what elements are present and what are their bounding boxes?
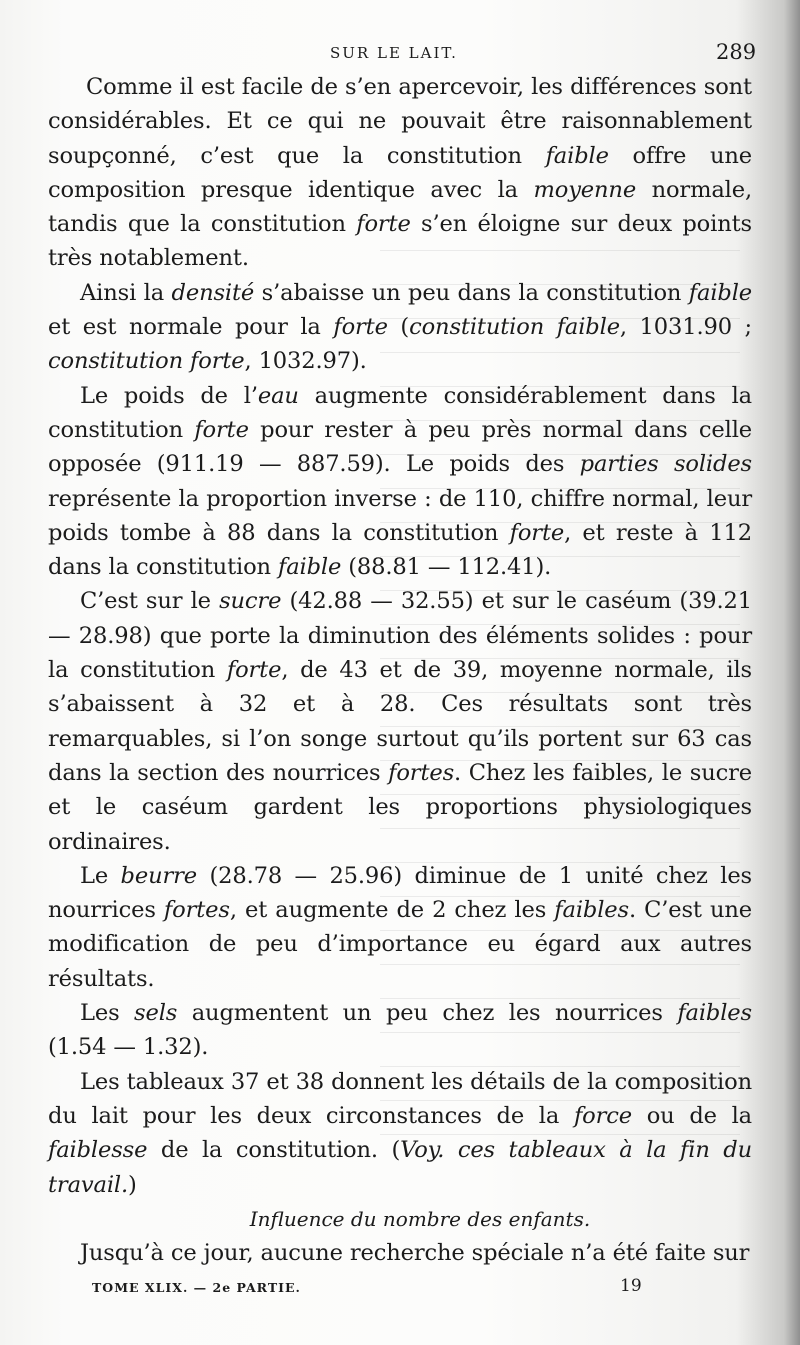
text-run: de la constitution. (	[147, 1137, 401, 1164]
running-header	[0, 38, 800, 68]
signature-mark: 19	[620, 1276, 642, 1296]
italic-term: moyenne	[533, 176, 637, 203]
italic-term: fortes	[388, 759, 455, 786]
italic-term: eau	[257, 382, 299, 409]
italic-term: parties solides	[579, 451, 752, 478]
text-run: . C’est une modification de peu d’importance eu égard aux autres résultats.	[48, 897, 752, 992]
italic-term: faible	[688, 279, 753, 306]
italic-term: Voy. ces tableaux à la fin du travail.	[48, 1137, 752, 1198]
text-run: Ainsi la	[80, 279, 172, 306]
italic-term: sucre	[219, 588, 282, 615]
paragraph	[48, 379, 752, 585]
italic-term: forte	[333, 314, 388, 341]
text-run: , et augmente de 2 chez les	[229, 897, 555, 924]
italic-term: forte	[226, 657, 282, 684]
text-run: Comme il est facile de s’en apercevoir, les différences sont considérables. Et ce qui ne pouvait être raisonnablement soupçonné, c’est que la constitution	[48, 74, 752, 169]
italic-term: faible	[545, 142, 609, 169]
text-run: offre une composition presque identique avec la	[48, 142, 752, 203]
text-run: ou de la	[631, 1102, 752, 1129]
section-heading: Influence du nombre des enfants.	[249, 1206, 591, 1231]
text-run: Le	[80, 862, 121, 889]
italic-term: faibles	[677, 1000, 752, 1027]
paragraph	[48, 584, 752, 858]
italic-term: faiblesse	[48, 1137, 148, 1164]
text-run: pour rester à peu près normal dans celle opposée (911.19 — 887.59). Le poids des	[48, 416, 752, 478]
text-run: (88.81 — 112.41).	[341, 554, 552, 581]
text-run: et est normale pour la	[48, 314, 334, 341]
text-run: , 1032.97).	[244, 348, 367, 375]
body-text	[48, 70, 752, 1270]
page-footer	[0, 1272, 800, 1302]
text-run: augmentent un peu chez les nourrices	[177, 1000, 678, 1027]
text-run: , et reste à 112 dans la constitution	[48, 519, 752, 581]
text-run: (	[387, 314, 410, 341]
italic-term: densité	[171, 279, 255, 306]
running-title: SUR LE LAIT.	[330, 44, 458, 62]
italic-term: constitution faible	[409, 314, 620, 341]
italic-term: forte	[356, 211, 411, 238]
italic-term: faibles	[554, 897, 629, 924]
text-run: Le poids de l’	[80, 382, 258, 409]
text-run: représente la proportion inverse : de 110, chiffre normal, leur poids tombe à 88 dans la constitution	[48, 485, 752, 546]
text-run: (28.78 — 25.96) diminue de 1 unité chez les nourrices	[48, 862, 752, 924]
italic-term: beurre	[120, 862, 198, 889]
text-run: , de 43 et de 39, moyenne normale, ils s’abaissent à 32 et à 28. Ces résultats sont très remarquables, si l’on songe surtout qu’ils portent sur 63 cas dans la section des nourrices	[48, 657, 752, 786]
italic-term: force	[573, 1102, 632, 1129]
italic-term: constitution forte	[48, 348, 245, 375]
text-run: Les	[80, 1000, 135, 1027]
text-run: (42.88 — 32.55) et sur le caséum (39.21— 28.98) que porte la diminution des éléments solides : pour la constitution	[48, 588, 752, 684]
italic-term: forte	[509, 519, 565, 546]
paragraph	[48, 1065, 752, 1202]
text-run: C’est sur le	[80, 588, 220, 615]
paragraph	[48, 276, 752, 379]
text-run: Les tableaux 37 et 38 donnent les détails de la composition du lait pour les deux circonstances de la	[48, 1068, 752, 1129]
paragraph	[48, 859, 752, 996]
volume-line: TOME XLIX. — 2e PARTIE.	[92, 1280, 301, 1295]
text-run: . Chez les faibles, le sucre et le caséum gardent les proportions physiologiques ordinaires.	[48, 759, 752, 855]
italic-term: faible	[277, 554, 342, 581]
page-number: 289	[716, 40, 757, 64]
text-run: augmente considérablement dans la constitution	[48, 382, 753, 443]
paragraph	[48, 996, 752, 1065]
text-run: s’en éloigne sur deux points très notablement.	[48, 211, 752, 272]
text-run: )	[128, 1171, 137, 1198]
final-paragraph: Jusqu’à ce jour, aucune recherche spéciale n’a été faite sur	[80, 1240, 750, 1267]
italic-term: sels	[134, 1000, 178, 1027]
paragraph	[48, 70, 752, 276]
text-run: s’abaisse un peu dans la constitution	[254, 279, 689, 306]
text-run: normale, tandis que la constitution	[48, 176, 752, 238]
text-run: (1.54 — 1.32).	[48, 1034, 209, 1061]
text-run: , 1031.90 ;	[619, 314, 752, 341]
italic-term: forte	[194, 416, 249, 443]
italic-term: fortes	[163, 897, 230, 924]
